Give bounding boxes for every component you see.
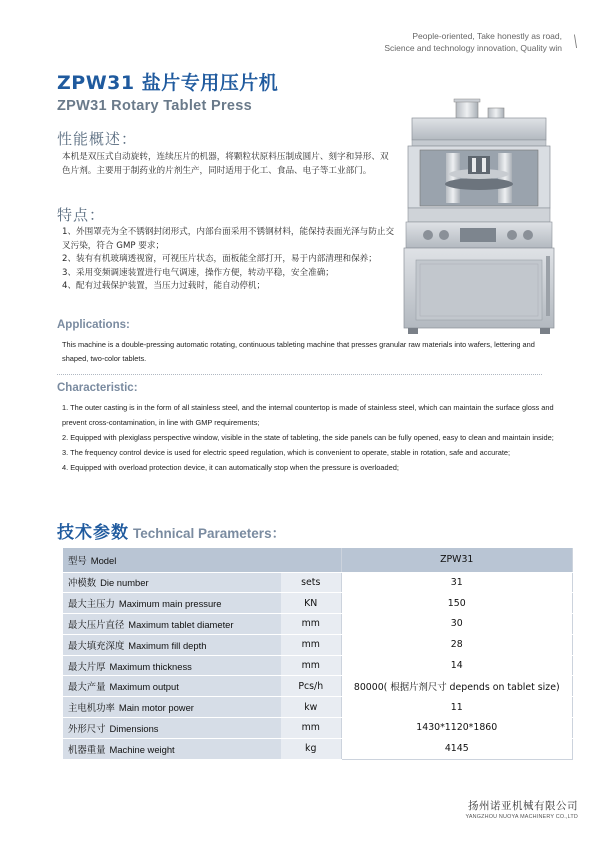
characteristic-item-1: 1. The outer casting is in the form of all stainless steel, and the internal countertop is made of stainless steel, which can maintain the surface gloss and prevent cross-contamination, in line with GMP requirements;	[62, 403, 554, 427]
row-label-en: Dimensions	[109, 722, 159, 734]
row-label-en: Maximum tablet diameter	[128, 618, 234, 630]
features-item-3: 3、采用变频调速装置进行电气调速，操作方便，转动平稳，安全准确；	[62, 267, 334, 278]
row-value: 30	[341, 614, 573, 635]
row-unit: KN	[281, 593, 341, 614]
features-item-2: 2、装有有机玻璃透视窗，可视压片状态，面板能全部打开，易于内部清理和保养；	[62, 254, 377, 265]
header-label-cn: 型号	[68, 555, 87, 567]
row-unit: mm	[281, 634, 341, 655]
row-label-en: Die number	[100, 577, 149, 589]
row-label-en: Main motor power	[118, 702, 194, 714]
row-label-cn: 最大片厚	[68, 661, 106, 673]
row-unit: sets	[281, 572, 341, 593]
row-label-cn: 最大产量	[68, 682, 106, 694]
table-row	[63, 634, 573, 655]
header-label-cell	[63, 548, 341, 572]
row-label-en: Maximum main pressure	[118, 598, 222, 610]
features-item-1: 1、外围罩壳为全不锈钢封闭形式，内部台面采用不锈钢材料，能保持表面光泽与防止交叉污染，符合 GMP 要求；	[62, 227, 395, 251]
table-header-row	[63, 548, 573, 572]
page-title-en: ZPW31 Rotary Tablet Press	[57, 98, 252, 114]
characteristic-list	[62, 401, 567, 476]
row-unit: kw	[281, 697, 341, 718]
page-title-cn: ZPW31 盐片专用压片机	[57, 72, 279, 94]
table-row	[63, 614, 573, 635]
row-unit: mm	[281, 718, 341, 739]
section-divider	[57, 374, 542, 375]
applications-text: This machine is a double-pressing automatic rotating, continuous tableting machine that presses granular raw materials into wafers, lettering and shaped, two-color tablets.	[62, 340, 535, 364]
features-item-4: 4、配有过载保护装置，当压力过载时，能自动停机；	[62, 281, 266, 292]
row-label-cn: 最大压片直径	[68, 619, 125, 631]
table-row	[63, 572, 573, 593]
characteristic-item-2: 2. Equipped with plexiglass perspective window, visible in the state of tableting, the side panels can be fully opened, easy to clean and maintain inside;	[62, 432, 554, 442]
params-title-en: Technical Parameters：	[133, 526, 286, 541]
slash-decoration-icon: \	[573, 32, 577, 52]
row-label-cn: 机器重量	[68, 744, 106, 756]
applications-heading: Applications:	[57, 319, 130, 331]
row-label-cn: 冲模数	[68, 578, 97, 590]
row-value: 31	[341, 572, 573, 593]
table-row	[63, 738, 573, 759]
row-label-cn: 最大主压力	[68, 599, 115, 611]
characteristic-item-4: 4. Equipped with overload protection device, it can automatically stop when the pressure is overloaded;	[62, 463, 399, 473]
header-label-en: Model	[90, 554, 117, 566]
header-model-value: ZPW31	[341, 548, 573, 572]
params-table	[63, 548, 573, 760]
table-row	[63, 593, 573, 614]
row-value: 28	[341, 634, 573, 655]
features-heading: 特点：	[57, 206, 106, 224]
row-unit: mm	[281, 614, 341, 635]
row-label-cn: 最大填充深度	[68, 640, 125, 652]
row-label-cn: 外形尺寸	[68, 723, 106, 735]
header-slogan	[384, 30, 562, 54]
row-value: 11	[341, 697, 573, 718]
tablet-press-machine-image	[398, 98, 558, 336]
features-list	[62, 226, 402, 294]
row-unit: mm	[281, 655, 341, 676]
params-heading	[57, 518, 285, 543]
overview-text: 本机是双压式自动旋转，连续压片的机器，将颗粒状原料压制成圆片、刻字和异形、双色片剂。主要用于制药业的片剂生产，同时适用于化工、食品、电子等工业部门。	[62, 152, 389, 176]
characteristic-item-3: 3. The frequency control device is used for electric speed regulation, which is convenient to operate, stable in rotation, safe and accurate;	[62, 447, 511, 457]
slogan-line-1: People-oriented, Take honestly as road,	[412, 31, 562, 41]
table-row	[63, 697, 573, 718]
row-label-en: Maximum thickness	[109, 660, 192, 672]
table-row	[63, 676, 573, 697]
row-unit: Pcs/h	[281, 676, 341, 697]
company-footer	[465, 798, 578, 820]
row-label-en: Machine weight	[109, 743, 175, 755]
row-value: 4145	[341, 738, 573, 759]
table-row	[63, 718, 573, 739]
table-row	[63, 655, 573, 676]
slogan-line-2: Science and technology innovation, Quality win	[384, 43, 562, 53]
params-title-cn: 技术参数	[57, 523, 129, 543]
row-unit: kg	[281, 738, 341, 759]
row-label-en: Maximum fill depth	[128, 639, 207, 651]
row-label-en: Maximum output	[109, 681, 179, 693]
row-value: 80000( 根据片剂尺寸 depends on tablet size)	[341, 676, 573, 697]
company-name-en: YANGZHOU NUOYA MACHINERY CO.,LTD	[465, 814, 578, 820]
overview-heading: 性能概述：	[57, 130, 138, 148]
row-value: 150	[341, 593, 573, 614]
company-name-cn: 扬州诺亚机械有限公司	[468, 800, 578, 812]
row-value: 1430*1120*1860	[341, 718, 573, 739]
row-label-cn: 主电机功率	[68, 703, 115, 715]
characteristic-heading: Characteristic:	[57, 382, 138, 394]
row-value: 14	[341, 655, 573, 676]
